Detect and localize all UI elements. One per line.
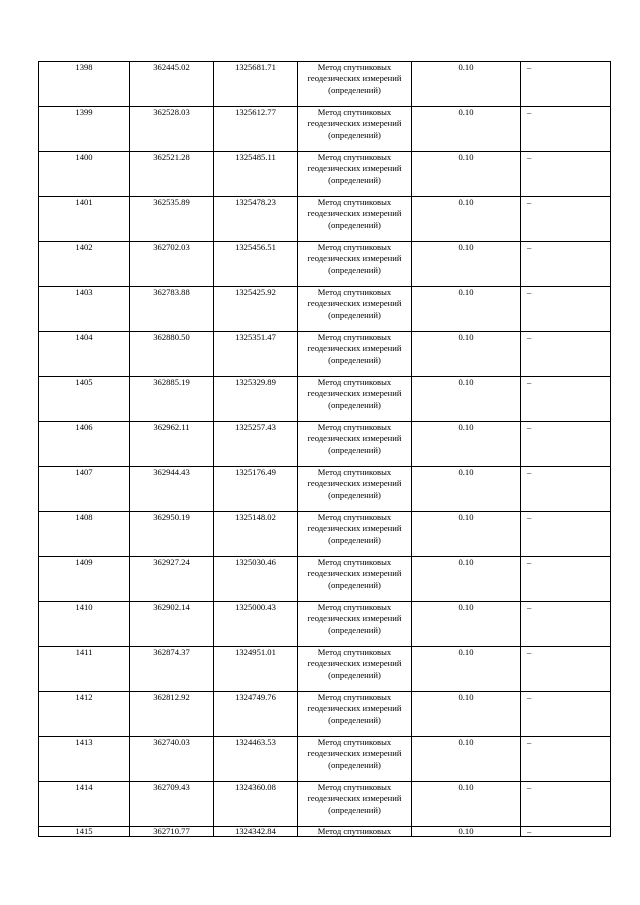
coordinates-table-body <box>39 62 611 837</box>
y-coordinate-cell: 1324463.53 <box>214 737 298 782</box>
method-cell: Метод спутниковых геодезических измерений (определений) <box>298 152 412 197</box>
coordinates-table <box>38 61 611 837</box>
point-number-cell: 1402 <box>39 242 130 287</box>
accuracy-cell: 0.10 <box>412 62 521 107</box>
point-number-cell: 1404 <box>39 332 130 377</box>
table-row <box>39 647 611 692</box>
y-coordinate-cell: 1325485.11 <box>214 152 298 197</box>
table-row <box>39 557 611 602</box>
method-cell: Метод спутниковых геодезических измерений (определений) <box>298 692 412 737</box>
point-number-cell: 1415 <box>39 827 130 837</box>
description-cell: – <box>521 647 611 692</box>
table-row <box>39 467 611 512</box>
description-cell: – <box>521 332 611 377</box>
point-number-cell: 1407 <box>39 467 130 512</box>
x-coordinate-cell: 362812.92 <box>130 692 214 737</box>
accuracy-cell: 0.10 <box>412 557 521 602</box>
x-coordinate-cell: 362709.43 <box>130 782 214 827</box>
accuracy-cell: 0.10 <box>412 377 521 422</box>
table-row <box>39 62 611 107</box>
y-coordinate-cell: 1325478.23 <box>214 197 298 242</box>
description-cell: – <box>521 782 611 827</box>
method-cell: Метод спутниковых геодезических измерений (определений) <box>298 467 412 512</box>
method-cell: Метод спутниковых геодезических измерений (определений) <box>298 287 412 332</box>
description-cell: – <box>521 152 611 197</box>
table-row <box>39 692 611 737</box>
description-cell: – <box>521 377 611 422</box>
table-row <box>39 602 611 647</box>
x-coordinate-cell: 362950.19 <box>130 512 214 557</box>
table-row <box>39 827 611 837</box>
description-cell: – <box>521 62 611 107</box>
point-number-cell: 1401 <box>39 197 130 242</box>
point-number-cell: 1399 <box>39 107 130 152</box>
table-row <box>39 242 611 287</box>
method-cell: Метод спутниковых геодезических измерений (определений) <box>298 242 412 287</box>
accuracy-cell: 0.10 <box>412 737 521 782</box>
y-coordinate-cell: 1325030.46 <box>214 557 298 602</box>
description-cell: – <box>521 692 611 737</box>
table-row <box>39 737 611 782</box>
x-coordinate-cell: 362740.03 <box>130 737 214 782</box>
accuracy-cell: 0.10 <box>412 602 521 647</box>
description-cell: – <box>521 557 611 602</box>
table-row <box>39 332 611 377</box>
method-cell: Метод спутниковых геодезических измерений (определений) <box>298 422 412 467</box>
accuracy-cell: 0.10 <box>412 197 521 242</box>
x-coordinate-cell: 362885.19 <box>130 377 214 422</box>
accuracy-cell: 0.10 <box>412 467 521 512</box>
description-cell: – <box>521 602 611 647</box>
description-cell: – <box>521 467 611 512</box>
x-coordinate-cell: 362880.50 <box>130 332 214 377</box>
table-row <box>39 152 611 197</box>
description-cell: – <box>521 242 611 287</box>
accuracy-cell: 0.10 <box>412 512 521 557</box>
y-coordinate-cell: 1325257.43 <box>214 422 298 467</box>
point-number-cell: 1414 <box>39 782 130 827</box>
y-coordinate-cell: 1324360.08 <box>214 782 298 827</box>
y-coordinate-cell: 1324749.76 <box>214 692 298 737</box>
x-coordinate-cell: 362927.24 <box>130 557 214 602</box>
table-row <box>39 287 611 332</box>
method-cell: Метод спутниковых геодезических измерений (определений) <box>298 602 412 647</box>
point-number-cell: 1405 <box>39 377 130 422</box>
accuracy-cell: 0.10 <box>412 827 521 837</box>
accuracy-cell: 0.10 <box>412 332 521 377</box>
accuracy-cell: 0.10 <box>412 287 521 332</box>
x-coordinate-cell: 362783.88 <box>130 287 214 332</box>
method-cell: Метод спутниковых <box>298 827 412 837</box>
x-coordinate-cell: 362528.03 <box>130 107 214 152</box>
x-coordinate-cell: 362962.11 <box>130 422 214 467</box>
table-row <box>39 197 611 242</box>
x-coordinate-cell: 362702.03 <box>130 242 214 287</box>
accuracy-cell: 0.10 <box>412 107 521 152</box>
y-coordinate-cell: 1325351.47 <box>214 332 298 377</box>
table-row <box>39 107 611 152</box>
point-number-cell: 1409 <box>39 557 130 602</box>
table-row <box>39 422 611 467</box>
method-cell: Метод спутниковых геодезических измерений (определений) <box>298 332 412 377</box>
method-cell: Метод спутниковых геодезических измерений (определений) <box>298 782 412 827</box>
accuracy-cell: 0.10 <box>412 647 521 692</box>
x-coordinate-cell: 362874.37 <box>130 647 214 692</box>
point-number-cell: 1398 <box>39 62 130 107</box>
method-cell: Метод спутниковых геодезических измерений (определений) <box>298 737 412 782</box>
accuracy-cell: 0.10 <box>412 152 521 197</box>
y-coordinate-cell: 1325612.77 <box>214 107 298 152</box>
table-row <box>39 782 611 827</box>
point-number-cell: 1413 <box>39 737 130 782</box>
method-cell: Метод спутниковых геодезических измерений (определений) <box>298 197 412 242</box>
y-coordinate-cell: 1325176.49 <box>214 467 298 512</box>
description-cell: – <box>521 512 611 557</box>
x-coordinate-cell: 362710.77 <box>130 827 214 837</box>
point-number-cell: 1410 <box>39 602 130 647</box>
y-coordinate-cell: 1325456.51 <box>214 242 298 287</box>
x-coordinate-cell: 362944.43 <box>130 467 214 512</box>
accuracy-cell: 0.10 <box>412 422 521 467</box>
point-number-cell: 1408 <box>39 512 130 557</box>
table-row <box>39 512 611 557</box>
y-coordinate-cell: 1325681.71 <box>214 62 298 107</box>
point-number-cell: 1403 <box>39 287 130 332</box>
x-coordinate-cell: 362521.28 <box>130 152 214 197</box>
point-number-cell: 1400 <box>39 152 130 197</box>
y-coordinate-cell: 1325000.43 <box>214 602 298 647</box>
description-cell: – <box>521 287 611 332</box>
y-coordinate-cell: 1324342.84 <box>214 827 298 837</box>
method-cell: Метод спутниковых геодезических измерений (определений) <box>298 377 412 422</box>
accuracy-cell: 0.10 <box>412 242 521 287</box>
y-coordinate-cell: 1324951.01 <box>214 647 298 692</box>
point-number-cell: 1412 <box>39 692 130 737</box>
accuracy-cell: 0.10 <box>412 782 521 827</box>
description-cell: – <box>521 107 611 152</box>
y-coordinate-cell: 1325329.89 <box>214 377 298 422</box>
method-cell: Метод спутниковых геодезических измерений (определений) <box>298 107 412 152</box>
accuracy-cell: 0.10 <box>412 692 521 737</box>
description-cell: – <box>521 422 611 467</box>
description-cell: – <box>521 197 611 242</box>
method-cell: Метод спутниковых геодезических измерений (определений) <box>298 647 412 692</box>
y-coordinate-cell: 1325425.92 <box>214 287 298 332</box>
x-coordinate-cell: 362445.02 <box>130 62 214 107</box>
point-number-cell: 1411 <box>39 647 130 692</box>
method-cell: Метод спутниковых геодезических измерений (определений) <box>298 62 412 107</box>
description-cell: – <box>521 737 611 782</box>
description-cell: – <box>521 827 611 837</box>
method-cell: Метод спутниковых геодезических измерений (определений) <box>298 557 412 602</box>
point-number-cell: 1406 <box>39 422 130 467</box>
x-coordinate-cell: 362902.14 <box>130 602 214 647</box>
y-coordinate-cell: 1325148.02 <box>214 512 298 557</box>
method-cell: Метод спутниковых геодезических измерений (определений) <box>298 512 412 557</box>
x-coordinate-cell: 362535.89 <box>130 197 214 242</box>
table-row <box>39 377 611 422</box>
